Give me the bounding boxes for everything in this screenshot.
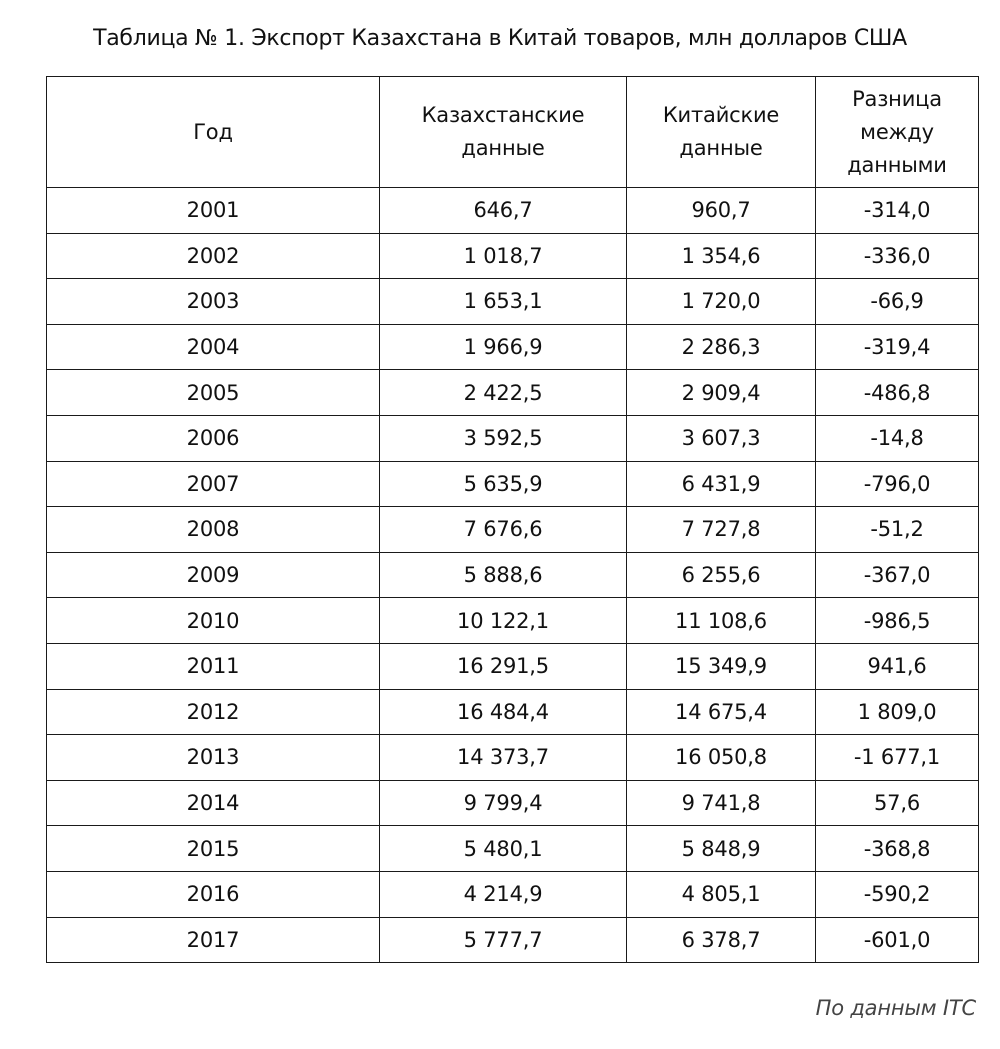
table-row	[47, 415, 979, 461]
cell-year: 2001	[47, 188, 380, 234]
cell-chinese-data: 15 349,9	[627, 643, 816, 689]
header-year-line: Год	[193, 119, 233, 144]
cell-difference: -51,2	[816, 507, 979, 553]
cell-kazakh-data: 4 214,9	[380, 871, 627, 917]
cell-kazakh-data: 3 592,5	[380, 415, 627, 461]
cell-chinese-data: 2 909,4	[627, 370, 816, 416]
cell-year: 2009	[47, 552, 380, 598]
cell-year: 2015	[47, 826, 380, 872]
table-title: Таблица № 1. Экспорт Казахстана в Китай товаров, млн долларов США	[93, 26, 907, 51]
cell-difference: -486,8	[816, 370, 979, 416]
cell-year: 2005	[47, 370, 380, 416]
cell-difference: -601,0	[816, 917, 979, 963]
cell-kazakh-data: 16 484,4	[380, 689, 627, 735]
cell-chinese-data: 11 108,6	[627, 598, 816, 644]
table-row	[47, 871, 979, 917]
cell-kazakh-data: 5 480,1	[380, 826, 627, 872]
cell-difference: -367,0	[816, 552, 979, 598]
table-row	[47, 689, 979, 735]
table-body	[47, 188, 979, 963]
cell-difference: -319,4	[816, 324, 979, 370]
cell-difference: -1 677,1	[816, 735, 979, 781]
table-row	[47, 643, 979, 689]
cell-year: 2004	[47, 324, 380, 370]
cell-kazakh-data: 2 422,5	[380, 370, 627, 416]
cell-chinese-data: 6 255,6	[627, 552, 816, 598]
header-difference-line: Разница	[852, 86, 942, 111]
cell-difference: -796,0	[816, 461, 979, 507]
cell-chinese-data: 6 431,9	[627, 461, 816, 507]
header-chinese-data-line: данные	[679, 136, 763, 160]
cell-chinese-data: 6 378,7	[627, 917, 816, 963]
table-row	[47, 507, 979, 553]
table-row	[47, 735, 979, 781]
cell-difference: -314,0	[816, 188, 979, 234]
cell-kazakh-data: 7 676,6	[380, 507, 627, 553]
cell-difference: -590,2	[816, 871, 979, 917]
header-difference-line: данными	[847, 152, 947, 177]
table-row	[47, 279, 979, 325]
cell-kazakh-data: 646,7	[380, 188, 627, 234]
header-difference	[816, 77, 979, 188]
header-kazakh-data-line: данные	[461, 136, 545, 160]
export-table	[46, 76, 979, 963]
cell-difference: -336,0	[816, 233, 979, 279]
header-row	[47, 77, 979, 188]
header-kazakh-data-line: Казахстанские	[421, 103, 585, 127]
cell-chinese-data: 16 050,8	[627, 735, 816, 781]
cell-chinese-data: 1 354,6	[627, 233, 816, 279]
cell-difference: 941,6	[816, 643, 979, 689]
cell-difference: -66,9	[816, 279, 979, 325]
table-row	[47, 233, 979, 279]
cell-year: 2003	[47, 279, 380, 325]
cell-kazakh-data: 9 799,4	[380, 780, 627, 826]
cell-year: 2013	[47, 735, 380, 781]
cell-chinese-data: 9 741,8	[627, 780, 816, 826]
cell-chinese-data: 3 607,3	[627, 415, 816, 461]
cell-difference: -368,8	[816, 826, 979, 872]
cell-chinese-data: 2 286,3	[627, 324, 816, 370]
table-row	[47, 461, 979, 507]
cell-year: 2011	[47, 643, 380, 689]
cell-chinese-data: 4 805,1	[627, 871, 816, 917]
cell-chinese-data: 1 720,0	[627, 279, 816, 325]
header-year	[47, 77, 380, 188]
cell-kazakh-data: 10 122,1	[380, 598, 627, 644]
cell-difference: -14,8	[816, 415, 979, 461]
cell-year: 2012	[47, 689, 380, 735]
cell-kazakh-data: 1 966,9	[380, 324, 627, 370]
cell-kazakh-data: 16 291,5	[380, 643, 627, 689]
cell-chinese-data: 7 727,8	[627, 507, 816, 553]
cell-year: 2014	[47, 780, 380, 826]
table-row	[47, 780, 979, 826]
header-chinese-data-line: Китайские	[662, 103, 780, 127]
cell-year: 2002	[47, 233, 380, 279]
cell-difference: 1 809,0	[816, 689, 979, 735]
cell-kazakh-data: 1 653,1	[380, 279, 627, 325]
cell-year: 2008	[47, 507, 380, 553]
table-row	[47, 324, 979, 370]
table-row	[47, 188, 979, 234]
cell-year: 2006	[47, 415, 380, 461]
cell-year: 2007	[47, 461, 380, 507]
cell-chinese-data: 960,7	[627, 188, 816, 234]
cell-kazakh-data: 5 635,9	[380, 461, 627, 507]
source-note: По данным ITC	[815, 996, 976, 1020]
cell-year: 2010	[47, 598, 380, 644]
cell-chinese-data: 5 848,9	[627, 826, 816, 872]
header-chinese-data	[627, 77, 816, 188]
cell-difference: -986,5	[816, 598, 979, 644]
cell-kazakh-data: 5 888,6	[380, 552, 627, 598]
cell-chinese-data: 14 675,4	[627, 689, 816, 735]
table-row	[47, 917, 979, 963]
cell-year: 2017	[47, 917, 380, 963]
table-row	[47, 552, 979, 598]
header-difference-line: между	[860, 119, 934, 144]
cell-difference: 57,6	[816, 780, 979, 826]
cell-kazakh-data: 5 777,7	[380, 917, 627, 963]
cell-year: 2016	[47, 871, 380, 917]
table-header	[47, 77, 979, 188]
cell-kazakh-data: 14 373,7	[380, 735, 627, 781]
table-row	[47, 826, 979, 872]
cell-kazakh-data: 1 018,7	[380, 233, 627, 279]
table-row	[47, 598, 979, 644]
table-row	[47, 370, 979, 416]
header-kazakh-data	[380, 77, 627, 188]
